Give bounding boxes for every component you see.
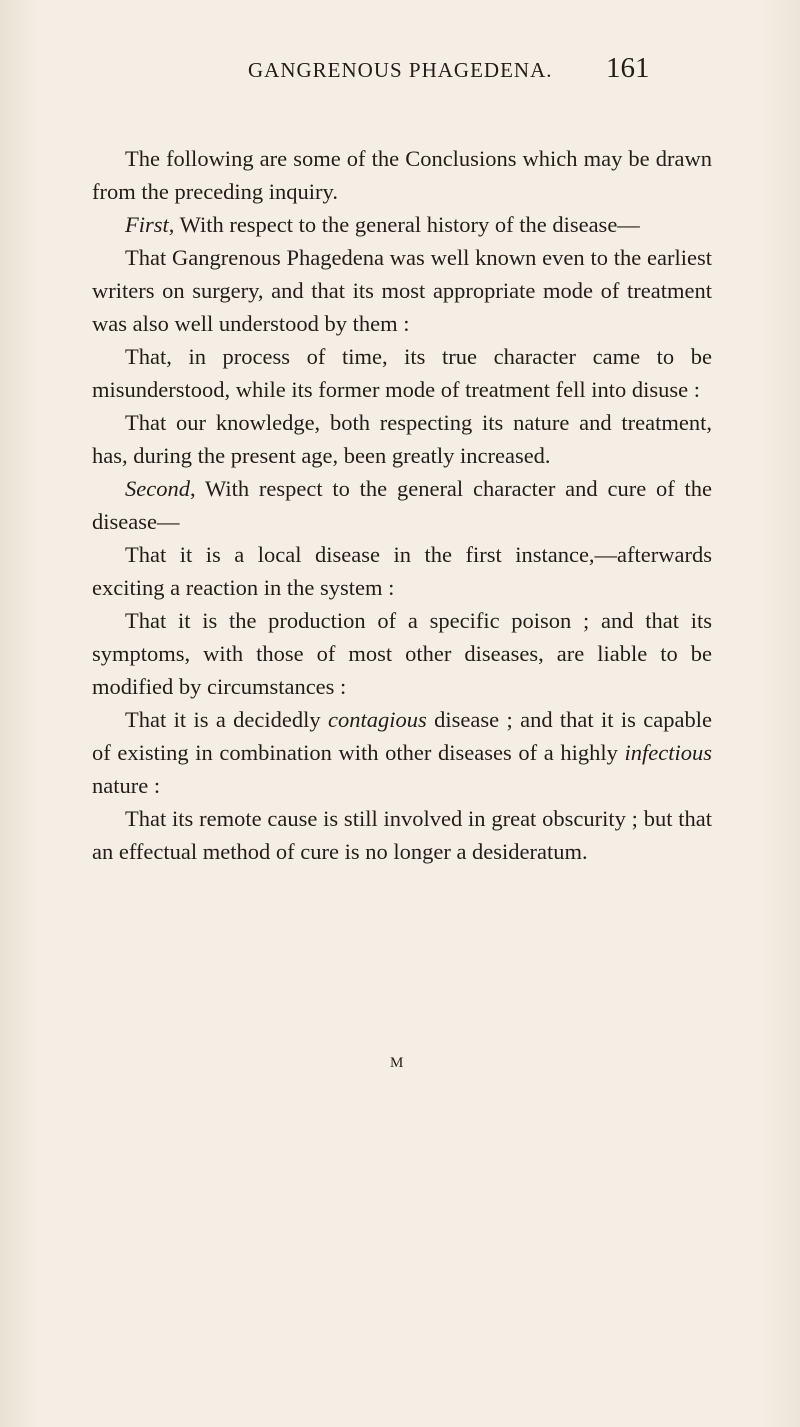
second-heading-paragraph: [92, 472, 712, 538]
signature-mark: M: [390, 1055, 405, 1071]
conclusion-paragraph-6: [92, 703, 712, 802]
conclusion-text-3: That our knowledge, both respecting its nature and treatment, has, during the present age, been greatly increased.: [92, 410, 712, 468]
body-text: [92, 142, 712, 868]
intro-paragraph: [92, 142, 712, 208]
contagious-term: contagious: [328, 707, 427, 732]
conclusion-paragraph-3: [92, 406, 712, 472]
conclusion-text-6b: disease ; and that it is capable of existing in combination with other diseases of a highly: [92, 707, 712, 765]
conclusion-text-2: That, in process of time, its true character came to be misunderstood, while its former mode of treatment fell into disuse :: [92, 344, 712, 402]
page-header: [0, 52, 800, 98]
conclusion-text-7: That its remote cause is still involved in great obscurity ; but that an effectual method of cure is no longer a desideratum.: [92, 806, 712, 864]
page-number: 161: [606, 52, 650, 84]
conclusion-paragraph-7: [92, 802, 712, 868]
conclusion-text-6c: nature :: [92, 773, 161, 798]
conclusion-paragraph-2: [92, 340, 712, 406]
second-heading-text: , With respect to the general character and cure of the disease—: [92, 476, 712, 534]
first-label: First: [125, 212, 169, 237]
infectious-term: infectious: [624, 740, 712, 765]
conclusion-text-4: That it is a local disease in the first instance,—afterwards exciting a reaction in the system :: [92, 542, 712, 600]
conclusion-text-1: That Gangrenous Phagedena was well known even to the earliest writers on surgery, and that its most appropriate mode of treatment was also well understood by them :: [92, 245, 712, 336]
first-heading-paragraph: [92, 208, 712, 241]
second-label: Second: [125, 476, 190, 501]
conclusion-paragraph-1: [92, 241, 712, 340]
conclusion-paragraph-5: [92, 604, 712, 703]
conclusion-text-6a: That it is a decidedly: [125, 707, 329, 732]
conclusion-paragraph-4: [92, 538, 712, 604]
first-heading-text: , With respect to the general history of the disease—: [168, 212, 640, 237]
conclusion-text-5: That it is the production of a specific poison ; and that its symptoms, with those of most other diseases, are liable to be modified by circumstances :: [92, 608, 712, 699]
running-head: GANGRENOUS PHAGEDENA.: [248, 58, 553, 82]
intro-text: The following are some of the Conclusions which may be drawn from the preceding inquiry.: [92, 146, 712, 204]
